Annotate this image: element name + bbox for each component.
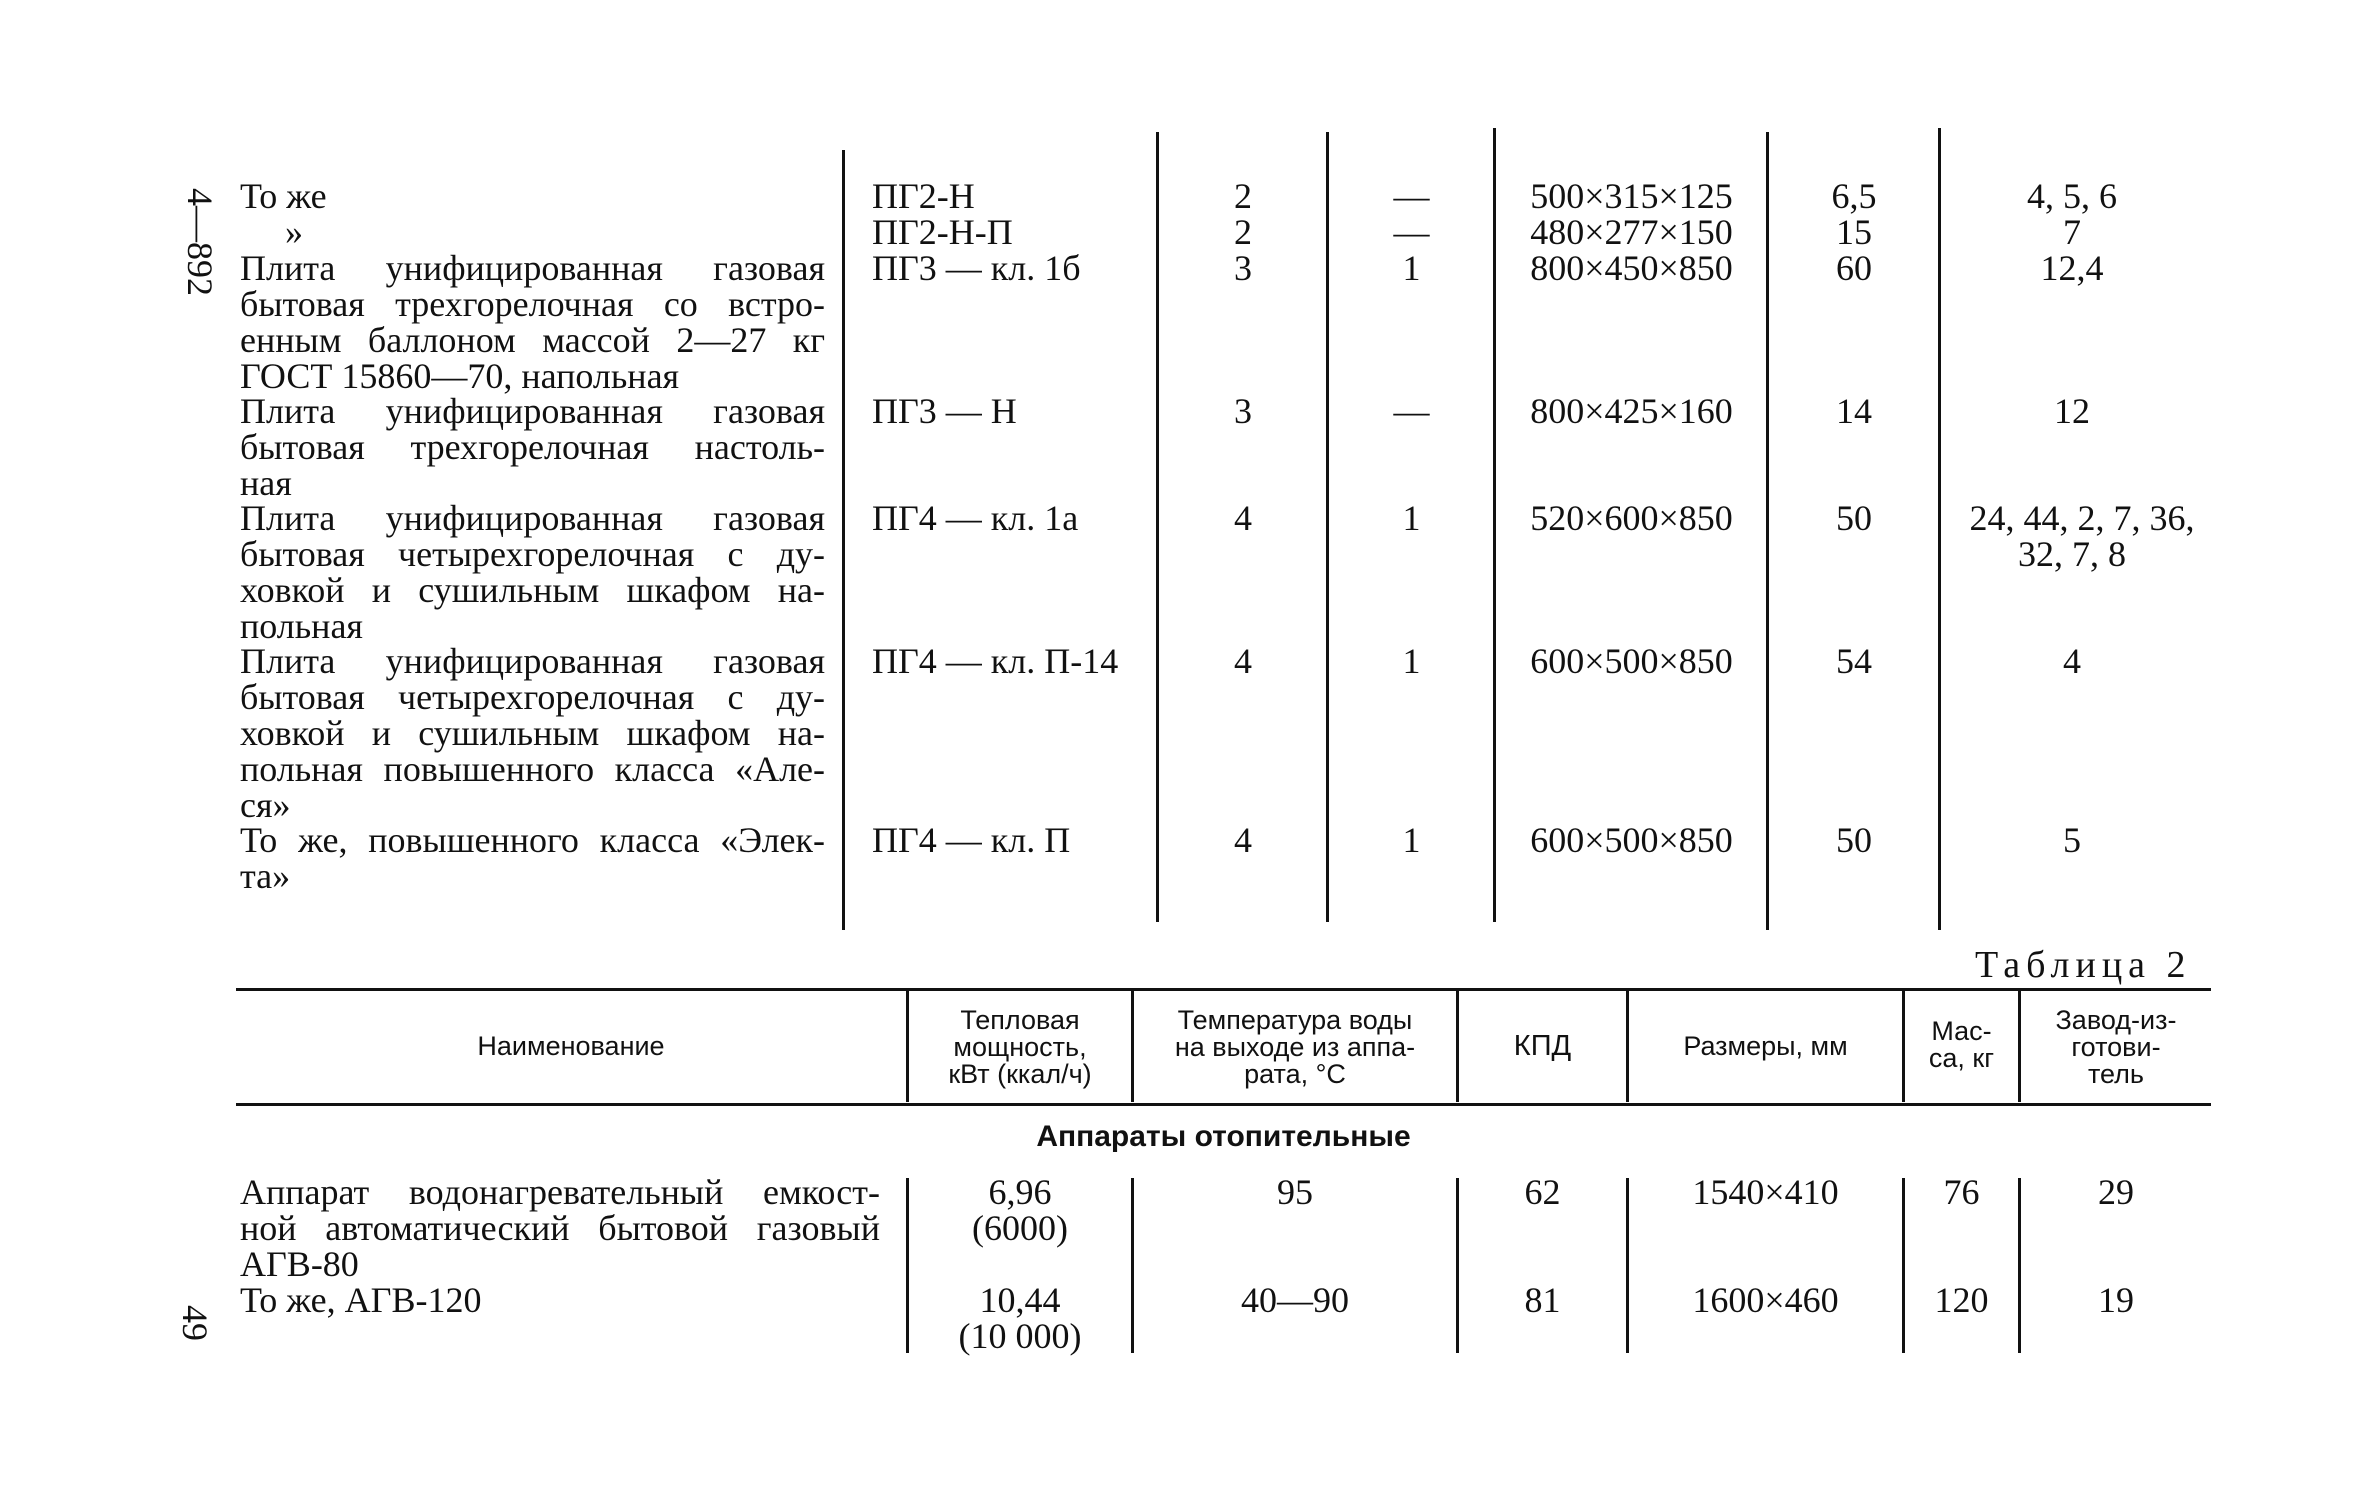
item-makers: 4 bbox=[2063, 641, 2081, 681]
page-number: 49 bbox=[175, 1305, 215, 1341]
item-model: ПГ3 — кл. 1б bbox=[872, 248, 1081, 288]
item-dims: 600×500×850 bbox=[1530, 641, 1733, 681]
item-dims: 1540×410 bbox=[1692, 1172, 1839, 1212]
item-mass: 15 bbox=[1836, 212, 1872, 252]
item-model: ПГ3 — Н bbox=[872, 391, 1017, 431]
book-code: 4—892 bbox=[180, 188, 220, 296]
header-top-rule bbox=[236, 988, 2211, 991]
item-model: ПГ4 — кл. 1а bbox=[872, 498, 1079, 538]
item-model: ПГ2-Н-П bbox=[872, 212, 1013, 252]
item-dims: 800×450×850 bbox=[1530, 248, 1733, 288]
table1-rule bbox=[1156, 132, 1159, 922]
item-mass: 50 bbox=[1836, 820, 1872, 860]
item-name: Плита унифицированная газовая бытовая четырехгорелочная с ду- ховкой и сушильным шкафом на- польная повышенного класса «Але- ся» bbox=[240, 641, 825, 825]
item-burners: 4 bbox=[1234, 641, 1252, 681]
item-burners: 3 bbox=[1234, 391, 1252, 431]
item-dims: 520×600×850 bbox=[1530, 498, 1733, 538]
table1-rule bbox=[1938, 128, 1941, 930]
item-dims: 600×500×850 bbox=[1530, 820, 1733, 860]
item-makers: 12 bbox=[2054, 391, 2090, 431]
item-name: То же, повышенного класса «Элек- та» bbox=[240, 820, 825, 896]
item-model: ПГ4 — кл. П bbox=[872, 820, 1071, 860]
header-mass: Мас- са, кг bbox=[1928, 1016, 1995, 1073]
item-power: 10,44 bbox=[979, 1280, 1061, 1320]
table1-rule bbox=[1493, 128, 1496, 922]
header-maker: Завод-из- готови- тель bbox=[2055, 1005, 2177, 1089]
item-burners: 4 bbox=[1234, 498, 1252, 538]
item-efficiency: 62 bbox=[1524, 1172, 1561, 1212]
header-efficiency: КПД bbox=[1513, 1030, 1572, 1062]
item-power-kcal: (10 000) bbox=[958, 1316, 1082, 1356]
item-maker: 19 bbox=[2098, 1280, 2134, 1320]
table1-rule bbox=[842, 150, 845, 930]
item-burners: 3 bbox=[1234, 248, 1252, 288]
item-makers: 4, 5, 6 bbox=[2027, 176, 2117, 216]
item-name: Плита унифицированная газовая бытовая трехгорелочная со встро- енным баллоном массой 2—27 кг ГОСТ 15860—70, напольная bbox=[240, 248, 825, 396]
item-mass: 76 bbox=[1943, 1172, 1980, 1212]
table1-rule bbox=[1766, 132, 1769, 930]
table1-rule bbox=[1326, 132, 1329, 922]
item-name: То же bbox=[240, 176, 327, 216]
item-ovens: 1 bbox=[1402, 498, 1421, 538]
item-dims: 500×315×125 bbox=[1530, 176, 1733, 216]
item-mass: 50 bbox=[1836, 498, 1872, 538]
item-dims: 800×425×160 bbox=[1530, 391, 1733, 431]
item-ovens: 1 bbox=[1402, 248, 1421, 288]
item-burners: 2 bbox=[1234, 212, 1252, 252]
item-name: То же, АГВ-120 bbox=[240, 1280, 482, 1320]
item-model: ПГ4 — кл. П-14 bbox=[872, 641, 1119, 681]
item-mass: 60 bbox=[1836, 248, 1872, 288]
section-title: Аппараты отопительные bbox=[1036, 1120, 1411, 1153]
header-power: Тепловая мощность, кВт (ккал/ч) bbox=[948, 1005, 1092, 1089]
item-makers: 7 bbox=[2063, 212, 2081, 252]
item-model: ПГ2-Н bbox=[872, 176, 975, 216]
item-mass: 6,5 bbox=[1831, 176, 1877, 216]
header-dims: Размеры, мм bbox=[1683, 1031, 1848, 1061]
item-power-kcal: (6000) bbox=[972, 1208, 1068, 1248]
item-name: Плита унифицированная газовая бытовая четырехгорелочная с ду- ховкой и сушильным шкафом на- польная bbox=[240, 498, 825, 646]
item-name: Плита унифицированная газовая бытовая трехгорелочная настоль- ная bbox=[240, 391, 825, 503]
item-makers: 5 bbox=[2063, 820, 2081, 860]
item-ovens: 1 bbox=[1402, 641, 1421, 681]
header-bottom-rule bbox=[236, 1103, 2211, 1106]
item-temperature: 95 bbox=[1277, 1172, 1313, 1212]
item-ovens: 1 bbox=[1402, 820, 1421, 860]
header-temperature: Температура воды на выходе из аппа- рата, °С bbox=[1174, 1005, 1416, 1089]
item-dims: 1600×460 bbox=[1692, 1280, 1839, 1320]
item-ovens: — bbox=[1393, 212, 1430, 252]
item-temperature: 40—90 bbox=[1241, 1280, 1349, 1320]
item-ovens: — bbox=[1393, 176, 1430, 216]
table-caption: Таблица 2 bbox=[1975, 944, 2192, 986]
item-burners: 4 bbox=[1234, 820, 1252, 860]
item-mass: 120 bbox=[1934, 1280, 1989, 1320]
item-burners: 2 bbox=[1234, 176, 1252, 216]
item-name: » bbox=[285, 212, 303, 252]
item-maker: 29 bbox=[2098, 1172, 2134, 1212]
item-dims: 480×277×150 bbox=[1530, 212, 1733, 252]
item-makers: 24, 44, 2, 7, 36, bbox=[1969, 498, 2195, 538]
item-power: 6,96 bbox=[988, 1172, 1052, 1212]
item-mass: 54 bbox=[1836, 641, 1872, 681]
item-ovens: — bbox=[1393, 391, 1430, 431]
item-makers: 32, 7, 8 bbox=[2018, 534, 2126, 574]
item-mass: 14 bbox=[1836, 391, 1872, 431]
item-makers: 12,4 bbox=[2040, 248, 2104, 288]
item-efficiency: 81 bbox=[1524, 1280, 1561, 1320]
item-name: Аппарат водонагревательный емкост- ной автоматический бытовой газовый АГВ-80 bbox=[240, 1172, 880, 1284]
header-name: Наименование bbox=[477, 1031, 665, 1061]
